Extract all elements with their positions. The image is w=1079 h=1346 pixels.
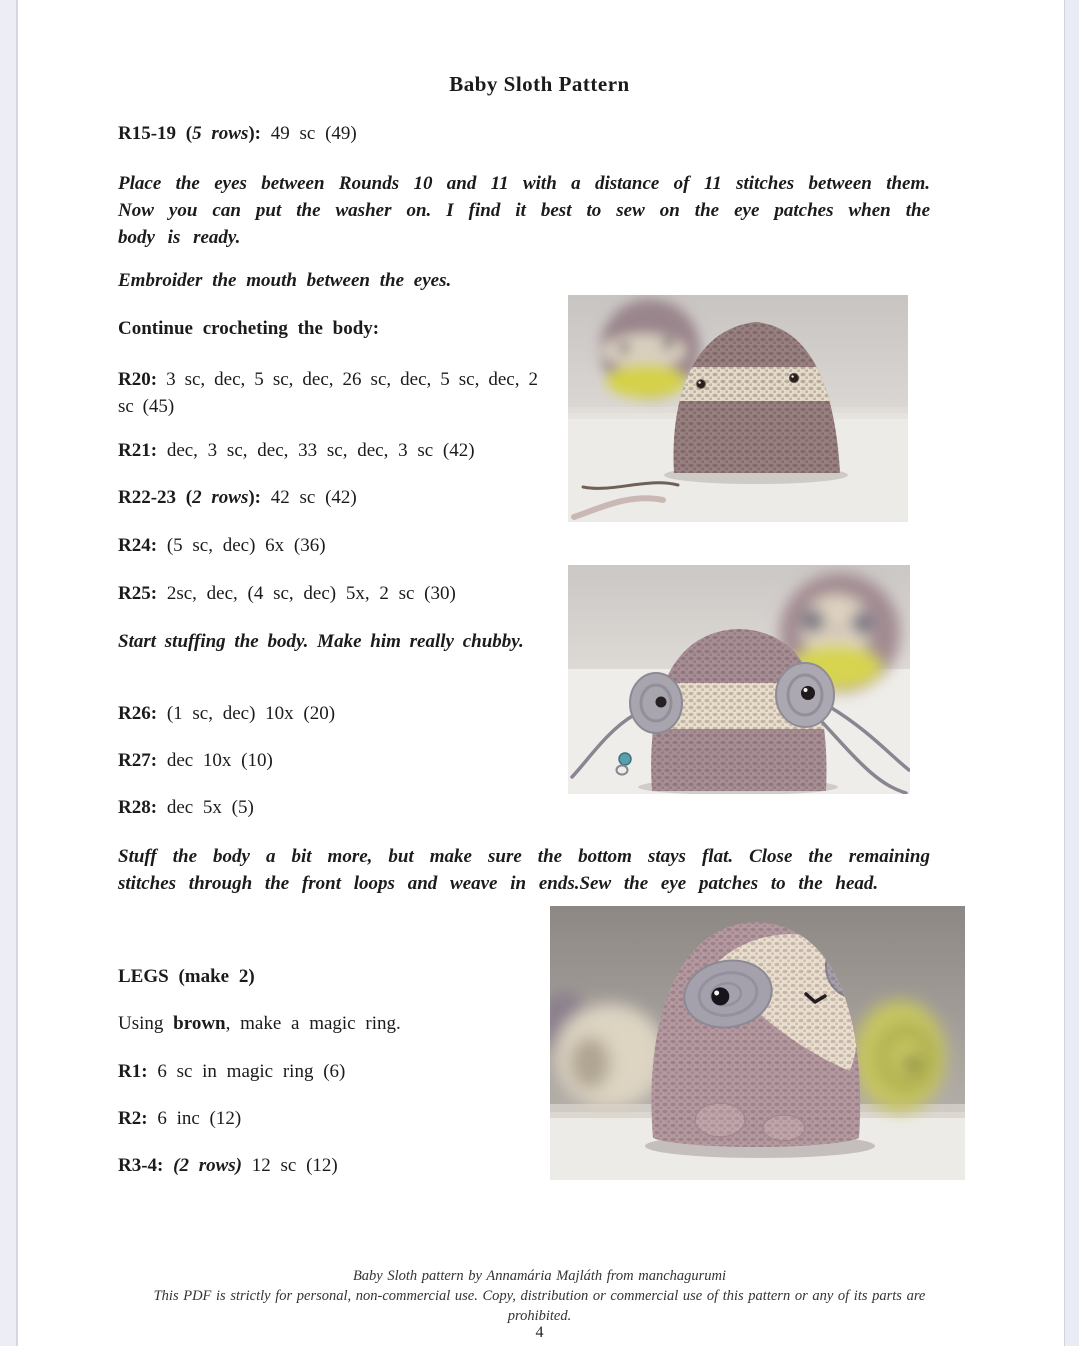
note-place-eyes: Place the eyes between Rounds 10 and 11 with a distance of 11 stitches between them. Now you can put the washer on. I find it best to sew on the eye patches when the body is ready. [118, 173, 930, 248]
footer-credit: Baby Sloth pattern by Annamária Majláth from manchagurumi [352, 1268, 727, 1284]
line-using-brown: Using brown, make a magic ring. [118, 1013, 401, 1034]
note-embroider-mouth: Embroider the mouth between the eyes. [118, 270, 452, 291]
heading-continue-body: Continue crocheting the body: [118, 318, 380, 339]
round-r1: R1: 6 sc in magic ring (6) [118, 1061, 346, 1082]
photo-eye-patches-image [568, 565, 910, 794]
footer-license: This PDF is strictly for personal, non-commercial use. Copy, distribution or commercial use of this pattern or any of its parts are [153, 1288, 926, 1304]
note-stuff-more: Stuff the body a bit more, but make sure the bottom stays flat. Close the remaining stitches through the front loops and weave in ends.Sew the eye patches to the head. [118, 846, 930, 894]
round-r2: R2: 6 inc (12) [118, 1108, 242, 1129]
photo-body-with-eyes-image [568, 295, 908, 522]
round-r28: R28: dec 5x (5) [118, 797, 254, 818]
photo-finished-body-image [550, 906, 965, 1180]
round-r20: R20: 3 sc, dec, 5 sc, dec, 26 sc, dec, 5 sc, dec, 2 sc (45) [118, 369, 538, 417]
photo-body-with-eyes [568, 295, 908, 522]
note-start-stuffing: Start stuffing the body. Make him really chubby. [118, 631, 524, 652]
round-r24: R24: (5 sc, dec) 6x (36) [118, 535, 326, 556]
left-margin-strip [0, 0, 18, 1346]
photo-finished-body [550, 906, 965, 1180]
right-margin-strip [1064, 0, 1079, 1346]
page-number: 4 [535, 1324, 544, 1341]
round-r22-23: R22-23 (2 rows): 42 sc (42) [118, 487, 357, 508]
round-r21: R21: dec, 3 sc, dec, 33 sc, dec, 3 sc (42) [118, 440, 475, 461]
heading-legs: LEGS (make 2) [118, 966, 255, 987]
round-r3-4: R3-4: (2 rows) 12 sc (12) [118, 1155, 338, 1176]
page-title: Baby Sloth Pattern [449, 72, 630, 96]
footer-license-2: prohibited. [507, 1308, 572, 1324]
round-r26: R26: (1 sc, dec) 10x (20) [118, 703, 336, 724]
photo-eye-patches-sewing [568, 565, 910, 794]
round-r25: R25: 2sc, dec, (4 sc, dec) 5x, 2 sc (30) [118, 583, 456, 604]
round-r15-19: R15-19 (5 rows): 49 sc (49) [118, 123, 357, 144]
round-r27: R27: dec 10x (10) [118, 750, 273, 771]
